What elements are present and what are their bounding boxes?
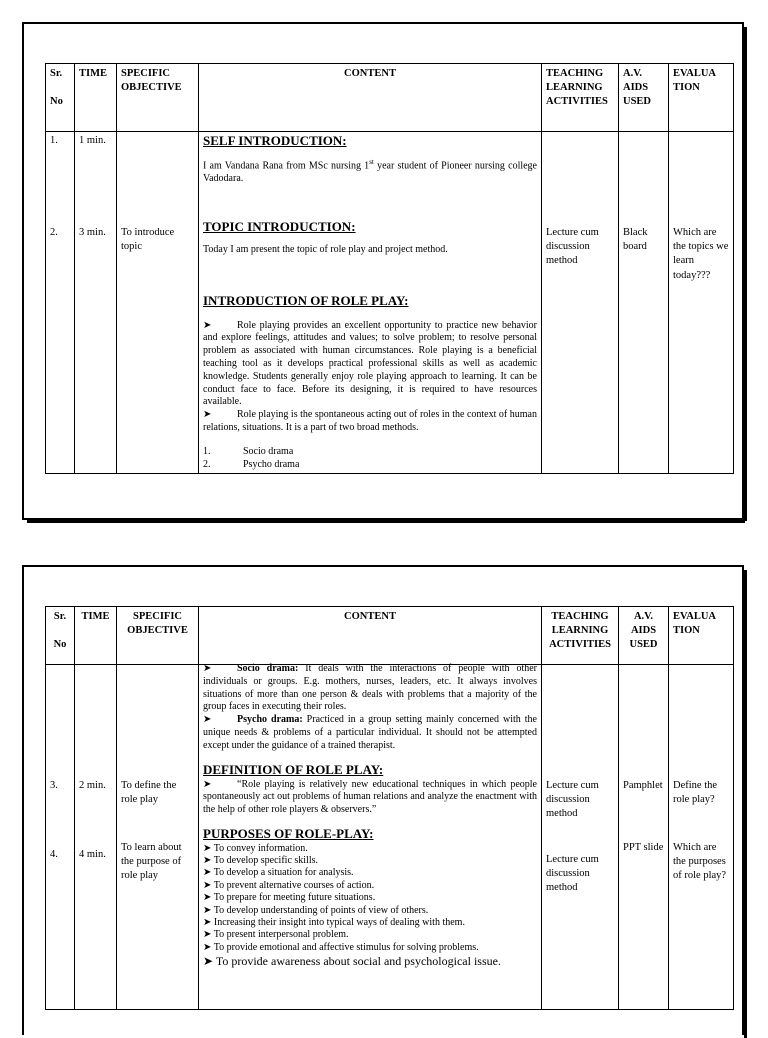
header-av-aids-used: A.V. AIDS USED	[619, 607, 669, 665]
list-item: ➤ To convey information.	[203, 842, 308, 854]
header-sr-no: Sr. No	[46, 64, 75, 132]
header-time: TIME	[75, 607, 117, 665]
evaluation-cell	[669, 132, 734, 474]
socio-drama-paragraph: ➤ Socio drama: It deals with the interactions of people with other individuals or groups. E.g. mothers, nurses, leaders, etc. It always involves situations of more than one person & deals with problems that a majority of the group faces in executing their roles.	[203, 663, 537, 713]
self-introduction-text: I am Vandana Rana from MSc nursing 1st year student of Pioneer nursing college Vadodara.	[203, 157, 538, 184]
evaluation-2: Which are the topics we learn today???	[673, 227, 729, 281]
time-4: 4 min.	[79, 849, 106, 860]
content-cell	[199, 665, 542, 1010]
list-item: ➤ To present interpersonal problem.	[203, 929, 349, 941]
evaluation-3: Define the role play?	[673, 780, 718, 806]
aids-cell	[619, 665, 669, 1010]
arrowhead-bullet-icon: ➤	[203, 867, 212, 879]
sr-3: 3.	[50, 780, 58, 791]
purposes-heading: PURPOSES OF ROLE-PLAY:	[203, 826, 374, 841]
arrowhead-bullet-icon: ➤	[203, 916, 212, 928]
list-item: ➤ To provide emotional and affective stimulus for solving problems.	[203, 941, 479, 953]
objective-cell	[117, 132, 199, 474]
arrowhead-bullet-icon: ➤	[203, 663, 212, 674]
list-item: ➤ To develop understanding of points of view of others.	[203, 904, 429, 916]
activity-2: Lecture cum discussion method	[546, 227, 599, 267]
time-2: 3 min.	[79, 227, 106, 238]
arrowhead-bullet-icon: ➤	[203, 319, 212, 331]
activity-cell	[542, 665, 619, 1010]
arrowhead-bullet-icon: ➤	[203, 842, 212, 854]
activity-3: Lecture cum discussion method	[546, 780, 599, 820]
table-row	[46, 665, 734, 1010]
header-row	[46, 607, 734, 665]
lesson-plan-table-page-2	[45, 606, 734, 1010]
arrowhead-bullet-icon: ➤	[203, 904, 212, 916]
time-1: 1 min.	[79, 135, 106, 146]
list-item: ➤ To develop a situation for analysis.	[203, 867, 354, 879]
arrowhead-bullet-icon: ➤	[203, 929, 212, 941]
list-item: ➤ To prevent alternative courses of action.	[203, 879, 375, 891]
aids-2: Black board	[623, 227, 648, 253]
activity-4: Lecture cum discussion method	[546, 854, 599, 894]
time-3: 2 min.	[79, 780, 106, 791]
arrowhead-bullet-icon: ➤	[203, 714, 212, 726]
list-item: ➤ To provide awareness about social and psychological issue.	[203, 954, 501, 969]
list-item: ➤ To prepare for meeting future situations.	[203, 892, 376, 904]
list-item: ➤ Increasing their insight into typical ways of dealing with them.	[203, 916, 465, 928]
table-row	[46, 132, 734, 474]
evaluation-4: Which are the purposes of role play?	[673, 842, 727, 882]
content-cell	[199, 132, 542, 474]
header-content: CONTENT	[199, 64, 542, 132]
definition-paragraph: ➤ “Role playing is relatively new educational techniques in which people spontaneously act out problems of human relations and analyze the enactment with the help of other role players & observers.”	[203, 778, 537, 816]
arrowhead-bullet-icon: ➤	[203, 941, 212, 953]
evaluation-cell	[669, 665, 734, 1010]
activity-cell	[542, 132, 619, 474]
aids-4: PPT slide	[623, 842, 664, 853]
role-play-paragraph-2: ➤ Role playing is the spontaneous acting out of roles in the context of human relations, situations. It is a part of two broad methods.	[203, 409, 537, 433]
sr-cell	[46, 665, 75, 1010]
sr-cell	[46, 132, 75, 474]
role-play-paragraph-1: ➤ Role playing provides an excellent opportunity to practice new behavior and explore feelings, attitudes and values; to solve problem; to resolve personal problem as associated with human circumstances. Role playing is a beneficial teaching tool as it develops practical professional skills as well as academic knowledge. Students generally enjoy role playing approach to learning. It can be conduct face to face. Before its designing, it is required to have resources available.	[203, 319, 537, 408]
sr-2: 2.	[50, 227, 58, 238]
arrowhead-bullet-icon: ➤	[203, 954, 214, 969]
header-evaluation: EVALUA TION	[669, 607, 734, 665]
objective-3: To define the role play	[121, 780, 177, 806]
sr-1: 1.	[50, 135, 58, 146]
time-cell	[75, 665, 117, 1010]
arrowhead-bullet-icon: ➤	[203, 892, 212, 904]
header-specific-objective: SPECIFIC OBJECTIVE	[117, 64, 199, 132]
aids-3: Pamphlet	[623, 780, 663, 791]
header-content: CONTENT	[199, 607, 542, 665]
arrowhead-bullet-icon: ➤	[203, 409, 212, 421]
self-introduction-heading: SELF INTRODUCTION:	[203, 133, 347, 148]
header-teaching-learning-activities: TEACHING LEARNING ACTIVITIES	[542, 64, 619, 132]
psycho-drama-paragraph: ➤ Psycho drama: Practiced in a group setting mainly concerned with the unique needs & problems of a particular individual. It should not be attempted except under the guidance of a trained therapist.	[203, 714, 537, 751]
header-av-aids-used: A.V. AIDS USED	[619, 64, 669, 132]
objective-cell	[117, 665, 199, 1010]
list-item: ➤ To develop specific skills.	[203, 854, 318, 866]
header-evaluation: EVALUA TION	[669, 64, 734, 132]
objective-4: To learn about the purpose of role play	[121, 842, 182, 882]
aids-cell	[619, 132, 669, 474]
header-teaching-learning-activities: TEACHING LEARNING ACTIVITIES	[542, 607, 619, 665]
header-specific-objective: SPECIFIC OBJECTIVE	[117, 607, 199, 665]
topic-introduction-text: Today I am present the topic of role play and project method.	[203, 243, 448, 255]
topic-introduction-heading: TOPIC INTRODUCTION:	[203, 219, 356, 234]
lesson-plan-table-page-1	[45, 63, 734, 474]
header-row	[46, 64, 734, 132]
arrowhead-bullet-icon: ➤	[203, 854, 212, 866]
objective-2: To introduce topic	[121, 227, 175, 253]
arrowhead-bullet-icon: ➤	[203, 879, 212, 891]
arrowhead-bullet-icon: ➤	[203, 778, 212, 790]
role-play-introduction-heading: INTRODUCTION OF ROLE PLAY:	[203, 293, 409, 308]
sr-4: 4.	[50, 849, 58, 860]
header-sr-no: Sr. No	[46, 607, 75, 665]
header-time: TIME	[75, 64, 117, 132]
definition-heading: DEFINITION OF ROLE PLAY:	[203, 762, 384, 777]
list-item: 1. Socio drama	[203, 445, 294, 457]
list-item: 2. Psycho drama	[203, 459, 300, 471]
time-cell	[75, 132, 117, 474]
